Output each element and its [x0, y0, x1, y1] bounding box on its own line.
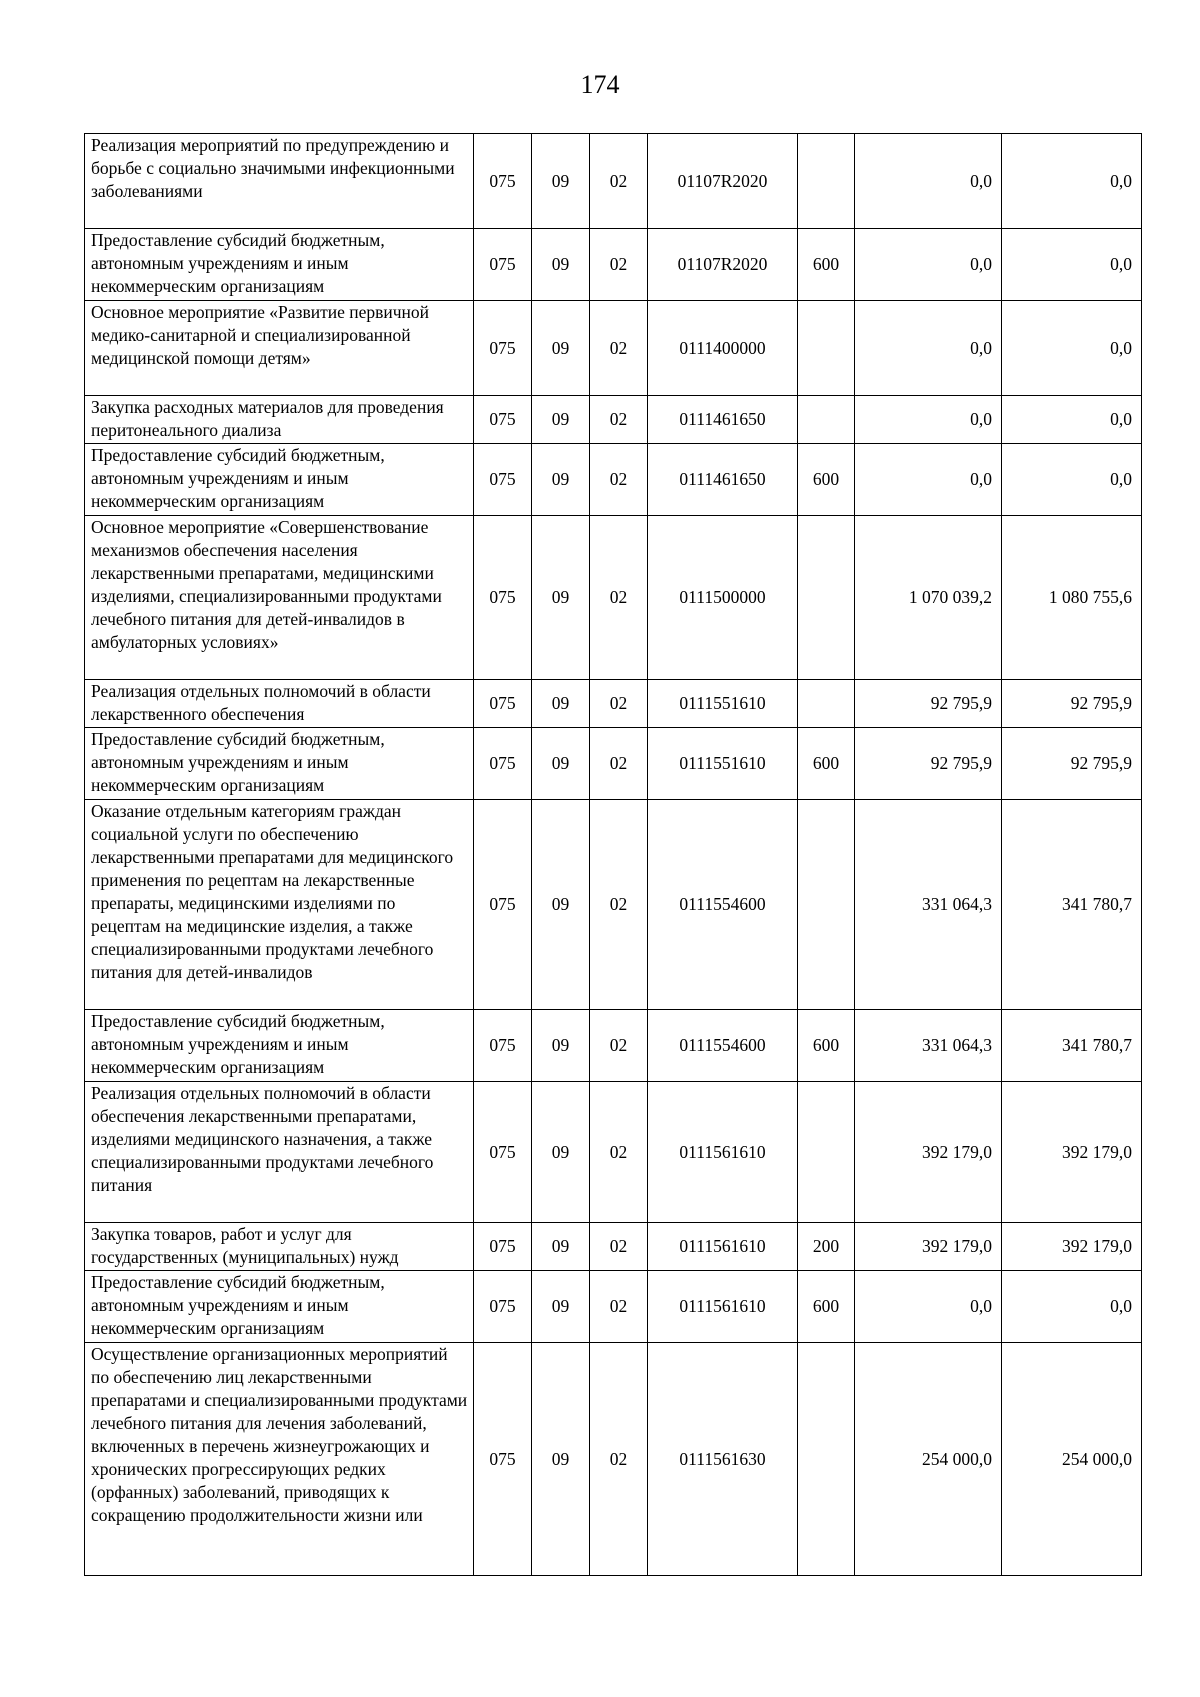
row-pr: 02 — [590, 516, 648, 680]
row-vr — [798, 680, 855, 728]
row-csr: 0111461650 — [648, 396, 798, 444]
row-csr: 0111554600 — [648, 800, 798, 1010]
row-vr — [798, 800, 855, 1010]
row-vr: 600 — [798, 444, 855, 516]
row-csr: 0111551610 — [648, 680, 798, 728]
row-csr: 0111400000 — [648, 301, 798, 396]
row-pr: 02 — [590, 396, 648, 444]
row-sum-1: 92 795,9 — [855, 680, 1002, 728]
row-csr: 0111500000 — [648, 516, 798, 680]
row-rz: 09 — [532, 1010, 590, 1082]
row-vr: 600 — [798, 1010, 855, 1082]
row-csr: 01107R2020 — [648, 134, 798, 229]
row-csr: 0111561630 — [648, 1343, 798, 1576]
row-ved: 075 — [474, 800, 532, 1010]
row-sum-1: 331 064,3 — [855, 800, 1002, 1010]
row-ved: 075 — [474, 396, 532, 444]
row-sum-2: 392 179,0 — [1002, 1223, 1142, 1271]
table-row — [85, 1082, 1142, 1223]
row-sum-2: 92 795,9 — [1002, 680, 1142, 728]
row-ved: 075 — [474, 516, 532, 680]
row-pr: 02 — [590, 728, 648, 800]
row-rz: 09 — [532, 1082, 590, 1223]
table-row — [85, 1010, 1142, 1082]
table-row — [85, 1271, 1142, 1343]
row-csr: 01107R2020 — [648, 229, 798, 301]
row-sum-2: 0,0 — [1002, 301, 1142, 396]
table-row — [85, 1343, 1142, 1576]
row-csr: 0111561610 — [648, 1082, 798, 1223]
page-number: 174 — [580, 70, 620, 99]
row-name: Реализация отдельных полномочий в области обеспечения лекарственными препаратами, изделиями медицинского назначения, а также специализированными продуктами лечебного питания — [85, 1082, 474, 1223]
row-rz: 09 — [532, 516, 590, 680]
row-name: Предоставление субсидий бюджетным, автономным учреждениям и иным некоммерческим организациям — [85, 229, 474, 301]
row-pr: 02 — [590, 1343, 648, 1576]
row-sum-1: 0,0 — [855, 396, 1002, 444]
row-pr: 02 — [590, 1082, 648, 1223]
row-name: Предоставление субсидий бюджетным, автономным учреждениям и иным некоммерческим организациям — [85, 728, 474, 800]
row-sum-1: 1 070 039,2 — [855, 516, 1002, 680]
row-sum-2: 341 780,7 — [1002, 800, 1142, 1010]
table-row — [85, 396, 1142, 444]
row-sum-1: 0,0 — [855, 301, 1002, 396]
row-ved: 075 — [474, 680, 532, 728]
row-name: Предоставление субсидий бюджетным, автономным учреждениям и иным некоммерческим организациям — [85, 1010, 474, 1082]
row-ved: 075 — [474, 301, 532, 396]
row-sum-2: 0,0 — [1002, 1271, 1142, 1343]
row-csr: 0111561610 — [648, 1271, 798, 1343]
row-ved: 075 — [474, 134, 532, 229]
budget-table — [84, 133, 1142, 1576]
table-row — [85, 134, 1142, 229]
row-csr: 0111461650 — [648, 444, 798, 516]
row-pr: 02 — [590, 1223, 648, 1271]
row-sum-1: 254 000,0 — [855, 1343, 1002, 1576]
row-rz: 09 — [532, 444, 590, 516]
row-sum-2: 0,0 — [1002, 396, 1142, 444]
row-rz: 09 — [532, 229, 590, 301]
table-row — [85, 444, 1142, 516]
row-sum-1: 92 795,9 — [855, 728, 1002, 800]
row-name: Предоставление субсидий бюджетным, автономным учреждениям и иным некоммерческим организациям — [85, 444, 474, 516]
row-sum-2: 92 795,9 — [1002, 728, 1142, 800]
row-name: Оказание отдельным категориям граждан социальной услуги по обеспечению лекарственными препаратами для медицинского применения по рецептам на лекарственные препараты, медицинскими изделиями по рецептам на медицинские изделия, а также специализированными продуктами лечебного питания для детей-инвалидов — [85, 800, 474, 1010]
row-ved: 075 — [474, 1343, 532, 1576]
row-csr: 0111554600 — [648, 1010, 798, 1082]
row-sum-1: 331 064,3 — [855, 1010, 1002, 1082]
row-vr — [798, 396, 855, 444]
row-rz: 09 — [532, 134, 590, 229]
row-ved: 075 — [474, 1010, 532, 1082]
row-sum-2: 0,0 — [1002, 134, 1142, 229]
table-row — [85, 516, 1142, 680]
table-row — [85, 1223, 1142, 1271]
row-vr — [798, 516, 855, 680]
row-pr: 02 — [590, 444, 648, 516]
row-name: Осуществление организационных мероприятий по обеспечению лиц лекарственными препаратами и специализированными продуктами лечебного питания для лечения заболеваний, включенных в перечень жизнеугрожающих и хронических прогрессирующих редких (орфанных) заболеваний, приводящих к сокращению продолжительности жизни или — [85, 1343, 474, 1576]
row-pr: 02 — [590, 680, 648, 728]
row-ved: 075 — [474, 1223, 532, 1271]
row-pr: 02 — [590, 800, 648, 1010]
row-ved: 075 — [474, 728, 532, 800]
row-name: Основное мероприятие «Совершенствование механизмов обеспечения населения лекарственными препаратами, медицинскими изделиями, специализированными продуктами лечебного питания для детей-инвалидов в амбулаторных условиях» — [85, 516, 474, 680]
row-sum-2: 254 000,0 — [1002, 1343, 1142, 1576]
row-sum-1: 392 179,0 — [855, 1082, 1002, 1223]
table-row — [85, 800, 1142, 1010]
row-sum-1: 0,0 — [855, 444, 1002, 516]
row-vr — [798, 134, 855, 229]
row-ved: 075 — [474, 444, 532, 516]
row-rz: 09 — [532, 680, 590, 728]
row-pr: 02 — [590, 1010, 648, 1082]
row-name: Закупка расходных материалов для проведения перитонеального диализа — [85, 396, 474, 444]
row-name: Реализация отдельных полномочий в области лекарственного обеспечения — [85, 680, 474, 728]
row-name: Основное мероприятие «Развитие первичной медико-санитарной и специализированной медицинской помощи детям» — [85, 301, 474, 396]
row-pr: 02 — [590, 134, 648, 229]
row-name: Реализация мероприятий по предупреждению и борьбе с социально значимыми инфекционными заболеваниями — [85, 134, 474, 229]
row-sum-1: 392 179,0 — [855, 1223, 1002, 1271]
row-rz: 09 — [532, 1343, 590, 1576]
row-vr: 600 — [798, 229, 855, 301]
row-pr: 02 — [590, 1271, 648, 1343]
row-vr: 600 — [798, 728, 855, 800]
row-sum-1: 0,0 — [855, 1271, 1002, 1343]
row-csr: 0111561610 — [648, 1223, 798, 1271]
row-name: Закупка товаров, работ и услуг для государственных (муниципальных) нужд — [85, 1223, 474, 1271]
row-ved: 075 — [474, 1082, 532, 1223]
row-csr: 0111551610 — [648, 728, 798, 800]
row-ved: 075 — [474, 229, 532, 301]
row-rz: 09 — [532, 728, 590, 800]
row-rz: 09 — [532, 396, 590, 444]
row-rz: 09 — [532, 301, 590, 396]
table-row — [85, 680, 1142, 728]
row-rz: 09 — [532, 800, 590, 1010]
row-vr: 200 — [798, 1223, 855, 1271]
row-rz: 09 — [532, 1271, 590, 1343]
row-vr — [798, 301, 855, 396]
row-sum-2: 0,0 — [1002, 229, 1142, 301]
row-sum-1: 0,0 — [855, 229, 1002, 301]
row-vr: 600 — [798, 1271, 855, 1343]
row-sum-2: 341 780,7 — [1002, 1010, 1142, 1082]
row-vr — [798, 1082, 855, 1223]
row-sum-2: 1 080 755,6 — [1002, 516, 1142, 680]
row-vr — [798, 1343, 855, 1576]
row-ved: 075 — [474, 1271, 532, 1343]
row-pr: 02 — [590, 229, 648, 301]
row-name: Предоставление субсидий бюджетным, автономным учреждениям и иным некоммерческим организациям — [85, 1271, 474, 1343]
row-rz: 09 — [532, 1223, 590, 1271]
row-pr: 02 — [590, 301, 648, 396]
table-row — [85, 229, 1142, 301]
row-sum-1: 0,0 — [855, 134, 1002, 229]
table-row — [85, 301, 1142, 396]
table-row — [85, 728, 1142, 800]
row-sum-2: 392 179,0 — [1002, 1082, 1142, 1223]
row-sum-2: 0,0 — [1002, 444, 1142, 516]
